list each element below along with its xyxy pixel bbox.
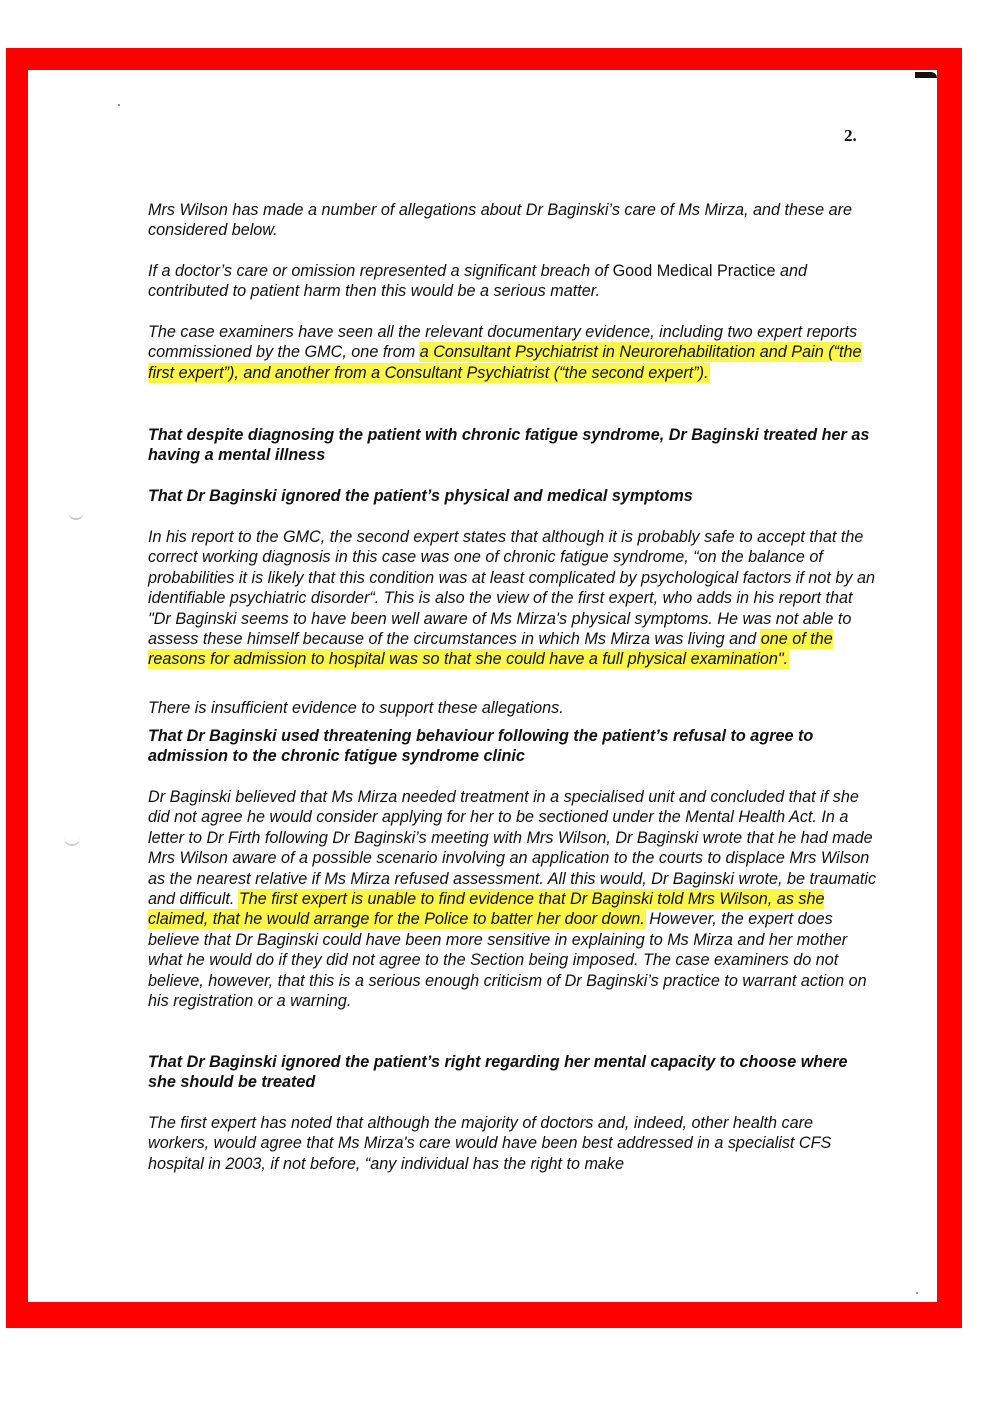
paragraph-text: There is insufficient evidence to support these allegations.	[148, 699, 564, 717]
text-run: However, the expert does believe that Dr Baginski could have been more sensitive in explaining to Ms Mirza and her mother what he would do if they did not agree to the Section being imposed. The case examiners do not believe, however, that this is a serious enough criticism of Dr Baginski’s practice to warrant action on his registration or a warning.	[148, 910, 867, 1011]
paragraph-text: The first expert has noted that although the majority of doctors and, indeed, other health care workers, would agree that Ms Mirza's care would have been best addressed in a specialist CFS hospital in 2003, if not before, “any individual has the right to make	[148, 1114, 832, 1173]
paragraph-second-expert	[148, 527, 878, 670]
scan-speck	[118, 104, 120, 106]
paragraph-threatening	[148, 787, 878, 1011]
text-run: The case examiners have seen all the relevant documentary evidence, including two expert reports commissioned by the GMC, one from	[148, 323, 858, 362]
paragraph-capacity	[148, 1113, 878, 1174]
paragraph-text	[148, 527, 878, 670]
allegation-heading-1	[148, 425, 878, 466]
paragraph-text: Mrs Wilson has made a number of allegations about Dr Baginski’s care of Ms Mirza, and these are considered below.	[148, 201, 853, 240]
scan-corner-mark	[915, 72, 937, 78]
allegation-heading-2	[148, 486, 878, 506]
paragraph-text	[148, 787, 878, 1011]
paragraph-intro	[148, 200, 878, 241]
heading-text: That Dr Baginski ignored the patient’s physical and medical symptoms	[148, 487, 693, 505]
allegation-heading-4	[148, 1052, 878, 1093]
paragraph-text	[148, 261, 878, 302]
heading-text: That despite diagnosing the patient with chronic fatigue syndrome, Dr Baginski treated her as having a mental illness	[148, 426, 870, 465]
red-frame-border	[6, 48, 962, 1328]
document-page	[28, 70, 937, 1302]
heading-text: That Dr Baginski used threatening behaviour following the patient’s refusal to agree to admission to the chronic fatigue syndrome clinic	[148, 727, 814, 766]
good-medical-practice-title: Good Medical Practice	[612, 262, 776, 280]
paragraph-breach	[148, 261, 878, 302]
allegation-heading-3	[148, 726, 878, 767]
text-run: Dr Baginski believed that Ms Mirza needed treatment in a specialised unit and concluded that if she did not agree he would consider applying for her to be sectioned under the Mental Health Act. In a letter to Dr Firth following Dr Baginski’s meeting with Mrs Wilson, Dr Baginski wrote that he had made Mrs Wilson aware of a possible scenario involving an application to the courts to displace Mrs Wilson as the nearest relative if Ms Mirza refused assessment. All this would, Dr Baginski wrote, be traumatic and difficult.	[148, 788, 877, 909]
highlighted-text: The first expert is unable to find evidence that Dr Baginski told Mrs Wilson, as she claimed, that he would arrange for the Police to batter her door down.	[148, 890, 825, 929]
paragraph-text	[148, 322, 878, 383]
heading-text: That Dr Baginski ignored the patient’s right regarding her mental capacity to choose where she should be treated	[148, 1053, 848, 1092]
punch-hole-mark	[64, 836, 80, 846]
highlighted-text: a Consultant Psychiatrist in Neurorehabilitation and Pain (“the first expert”), and another from a Consultant Psychiatrist (“the second expert”).	[148, 343, 862, 382]
punch-hole-mark	[68, 510, 84, 520]
text-run: If a doctor’s care or omission represented a significant breach of	[148, 262, 613, 280]
highlighted-text: one of the reasons for admission to hospital was so that she could have a full physical examination".	[148, 630, 833, 669]
page-number: 2.	[844, 126, 857, 145]
scan-speck	[916, 1292, 918, 1294]
text-run: and contributed to patient harm then this would be a serious matter.	[148, 262, 807, 301]
paragraph-evidence	[148, 322, 878, 383]
paragraph-insufficient	[148, 698, 878, 718]
text-run: In his report to the GMC, the second expert states that although it is probably safe to accept that the correct working diagnosis in this case was one of chronic fatigue syndrome, “on the balance of probabilities it is likely that this condition was at least complicated by psychological factors if not by an identifiable psychiatric disorder“. This is also the view of the first expert, who adds in his report that "Dr Baginski seems to have been well aware of Ms Mirza's physical symptoms. He was not able to assess these himself because of the circumstances in which Ms Mirza was living and	[148, 528, 875, 649]
